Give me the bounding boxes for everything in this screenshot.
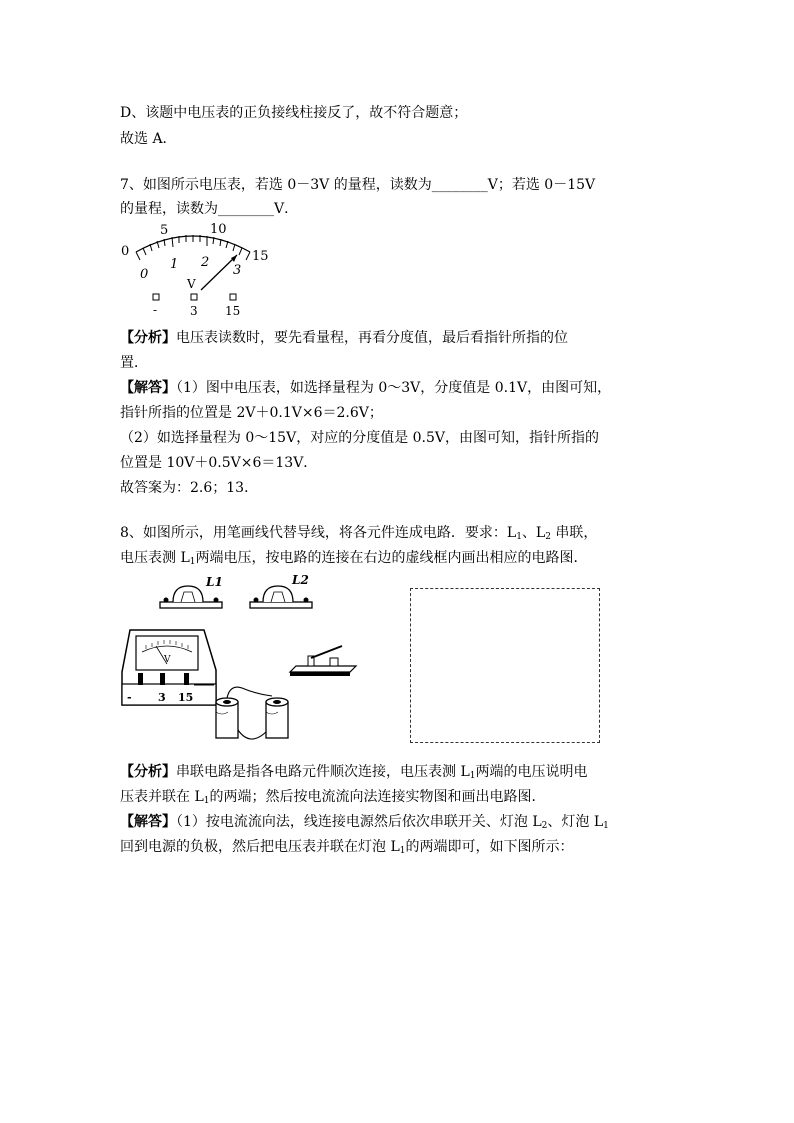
solution-7-line4: 位置是 10V＋0.5V×6＝13V． [120,455,318,471]
solution-7-answer: 故答案为：2.6；13． [120,480,259,496]
question-7-line1: 7、如图所示电压表，若选 0－3V 的量程，读数为________V；若选 0－15V [120,177,596,193]
scale15-label-0: 0 [121,244,130,259]
scale3-label-3: 3 [233,263,242,278]
terminal-label-negative: - [153,303,158,317]
scale3-label-2: 2 [201,255,210,270]
scale3-label-1: 1 [170,257,179,272]
terminal-label-15: 15 [225,304,241,318]
terminal-negative [153,294,159,300]
analysis-8-line2: 压表并联在 $L_1$的两端；然后按电流流向法连接实物图和画出电路图． [120,789,546,806]
battery-wire-top [227,687,272,698]
scale15-label-15: 15 [252,249,269,264]
pointer-tip [231,255,237,262]
device-terminal-negative: - [127,691,132,704]
lamp-l1 [160,575,223,608]
battery-1 [216,698,238,738]
battery-2 [266,698,288,738]
question-8-line1: 8、如图所示，用笔画线代替导线，将各元件连成电路．要求：$L_1$、$L_2$ 串联， [120,525,598,542]
analysis-7-line2: 置． [120,355,148,371]
circuit-components-figure [118,572,378,747]
solution-7-line2: 指针所指的位置是 2V＋0.1V×6＝2.6V； [120,405,383,421]
solution-7-line1: 【解答】（1）图中电压表，如选择量程为 0～3V，分度值是 0.1V，由图可知， [120,380,612,396]
question-7-line2: 的量程，读数为________V． [120,201,299,217]
lamp-l2-label: L2 [292,573,309,587]
scale3-label-0: 0 [140,267,149,282]
device-terminal-3: 3 [158,691,166,704]
device-unit-label: V [164,655,171,665]
solution-8-line1: 【解答】（1）按电流流向法，线连接电源然后依次串联开关、灯泡 $L_2$、灯泡 $L_1$ [120,814,609,831]
scale-ticks [136,235,250,260]
circuit-diagram-answer-box [410,588,600,743]
analysis-7-line1: 【分析】电压表读数时，要先看量程，再看分度值，最后看指针所指的位 [120,330,568,346]
lamp-l1-label: L1 [206,575,223,589]
analysis-8-line1: 【分析】串联电路是指各电路元件顺次连接，电压表测 $L_1$两端的电压说明电 [120,764,588,781]
terminal-15 [230,294,236,300]
answer-choice: 故选 A． [120,131,177,147]
terminal-3 [191,294,197,300]
solution-7-line3: （2）如选择量程为 0～15V，对应的分度值是 0.5V，由图可知，指针所指的 [120,430,600,446]
voltmeter-scale-figure [118,218,278,318]
battery-wire-bottom [238,730,266,739]
voltmeter-device [122,630,216,705]
lamp-l2 [250,573,312,608]
scale15-label-5: 5 [160,223,169,238]
meter-unit-label: V [187,277,196,291]
solution-8-line2: 回到电源的负极，然后把电压表并联在灯泡 $L_1$的两端即可，如下图所示： [120,839,574,856]
device-terminal-15: 15 [178,691,194,704]
question-8-line2: 电压表测 $L_1$两端电压，按电路的连接在右边的虚线框内画出相应的电路图． [120,550,588,567]
switch [290,646,356,676]
answer-text-d: D、该题中电压表的正负接线柱接反了，故不符合题意； [120,105,468,121]
terminal-label-3: 3 [190,304,198,318]
scale15-label-10: 10 [210,222,227,237]
